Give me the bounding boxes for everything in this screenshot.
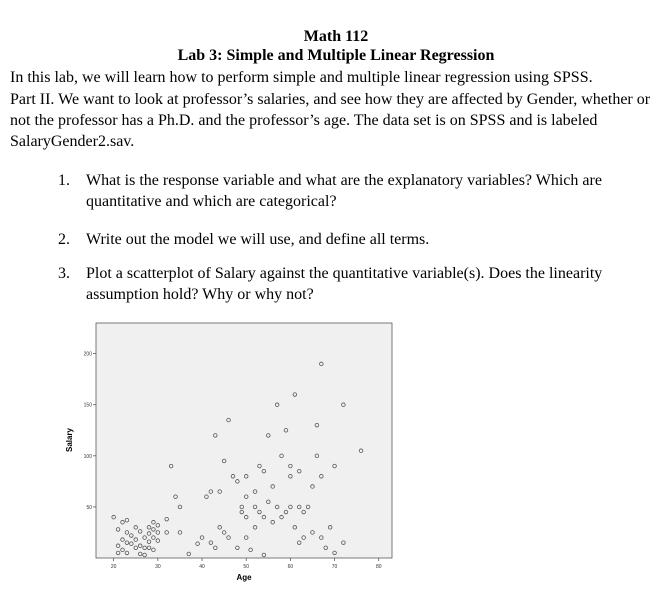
plot-area	[96, 323, 392, 558]
x-tick-label: 40	[199, 564, 205, 570]
x-tick-label: 50	[243, 564, 249, 570]
question-number: 3.	[58, 265, 70, 282]
x-tick-label: 30	[155, 564, 161, 570]
document-title: Math 112	[303, 28, 369, 45]
x-tick-label: 20	[110, 564, 117, 570]
x-tick-label: 70	[331, 564, 338, 570]
question-number: 2.	[58, 231, 70, 248]
y-axis-label: Salary	[65, 427, 74, 453]
part-two-paragraph: Part II. We want to look at professor’s salaries, and see how they are affected by Gender, whether or not the professor has a Ph.D. and the professor’s age. The data set is on SPSS and is labeled SalaryGender2.sav.	[10, 91, 651, 150]
salary-age-scatterplot	[62, 318, 402, 590]
document-subtitle: Lab 3: Simple and Multiple Linear Regression	[177, 47, 495, 64]
y-tick-label: 200	[83, 351, 92, 358]
y-tick-label: 100	[83, 453, 92, 460]
intro-paragraph: In this lab, we will learn how to perform simple and multiple linear regression using SPSS.	[10, 69, 593, 86]
x-tick-label: 60	[287, 564, 294, 570]
y-tick-label: 50	[86, 504, 92, 511]
x-tick-label: 80	[375, 564, 382, 570]
y-tick-label: 150	[83, 402, 92, 409]
x-axis-label: Age	[236, 573, 252, 582]
question-text: Plot a scatterplot of Salary against the quantitative variable(s). Does the linearity assumption hold? Why or why not?	[86, 265, 603, 303]
question-text: What is the response variable and what are the explanatory variables? Which are quantitative and which are categorical?	[86, 172, 602, 210]
question-text: Write out the model we will use, and define all terms.	[86, 231, 430, 248]
question-number: 1.	[58, 172, 70, 189]
